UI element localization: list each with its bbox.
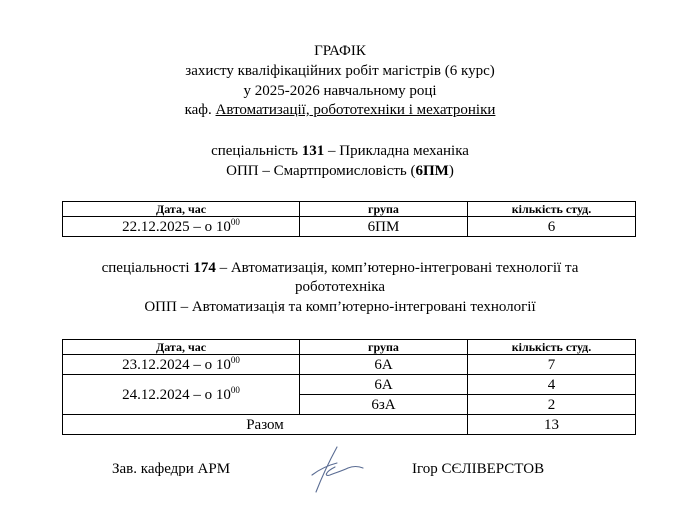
total-label: Разом bbox=[63, 415, 468, 435]
total-value: 13 bbox=[468, 415, 636, 435]
table-header-row bbox=[63, 340, 636, 355]
spec-code: 131 bbox=[301, 143, 325, 159]
specialty-174-line bbox=[0, 260, 680, 277]
schedule-table-174 bbox=[62, 339, 636, 435]
header-count: кількість студ. bbox=[468, 340, 636, 355]
group-cell: 6А bbox=[300, 375, 468, 395]
date-cell: 24.12.2024 – о $10^{00}$ bbox=[63, 375, 300, 415]
group-cell: 6А bbox=[300, 355, 468, 375]
signatory-name: Ігор СЄЛІВЕРСТОВ bbox=[412, 461, 545, 477]
table-header-row bbox=[63, 202, 636, 217]
opp-code: 6ПМ bbox=[415, 163, 449, 179]
document-subtitle: захисту кваліфікаційних робіт магістрів (6 курс) bbox=[185, 63, 495, 79]
academic-year: у 2025-2026 навчальному році bbox=[243, 83, 437, 99]
header-group: група bbox=[300, 340, 468, 355]
header-count: кількість студ. bbox=[468, 202, 636, 217]
opp-prefix: ОПП – Смартпромисловість ( bbox=[226, 163, 416, 179]
count-cell: 2 bbox=[468, 395, 636, 415]
table-row bbox=[63, 355, 636, 375]
group-cell: 6зА bbox=[300, 395, 468, 415]
header-group: група bbox=[300, 202, 468, 217]
handwritten-signature bbox=[295, 444, 367, 496]
schedule-table-131 bbox=[62, 201, 636, 237]
opp-174-line: ОПП – Автоматизація та комп’ютерно-інтегровані технології bbox=[144, 299, 536, 315]
date-cell: 22.12.2025 – о $10^{00}$ bbox=[63, 217, 300, 237]
document-title: ГРАФІК bbox=[314, 43, 366, 59]
specialty-174-line-2: робототехніка bbox=[294, 279, 386, 295]
count-cell: 7 bbox=[468, 355, 636, 375]
table-row bbox=[63, 217, 636, 237]
spec-prefix: спеціальності bbox=[101, 260, 190, 276]
opp-suffix: ) bbox=[448, 163, 454, 179]
header-date: Дата, час bbox=[63, 340, 300, 355]
specialty-131-line bbox=[0, 143, 680, 160]
opp-6pm-line bbox=[0, 163, 680, 180]
spec-name: – Автоматизація, комп’ютерно-інтегровані технології та bbox=[219, 260, 579, 276]
header-date: Дата, час bbox=[63, 202, 300, 217]
spec-name: – Прикладна механіка bbox=[327, 143, 469, 159]
count-cell: 6 bbox=[468, 217, 636, 237]
spec-code: 174 bbox=[193, 260, 216, 276]
table-row bbox=[63, 375, 636, 395]
spec-prefix: спеціальність bbox=[211, 143, 298, 159]
date-cell: 23.12.2024 – о $10^{00}$ bbox=[63, 355, 300, 375]
count-cell: 4 bbox=[468, 375, 636, 395]
total-row bbox=[63, 415, 636, 435]
department-name: Автоматизації, робототехніки і мехатроніки bbox=[215, 102, 496, 118]
department-prefix: каф. bbox=[184, 102, 212, 118]
group-cell: 6ПМ bbox=[300, 217, 468, 237]
department-line bbox=[0, 102, 680, 119]
signatory-position: Зав. кафедри АРМ bbox=[112, 461, 231, 477]
